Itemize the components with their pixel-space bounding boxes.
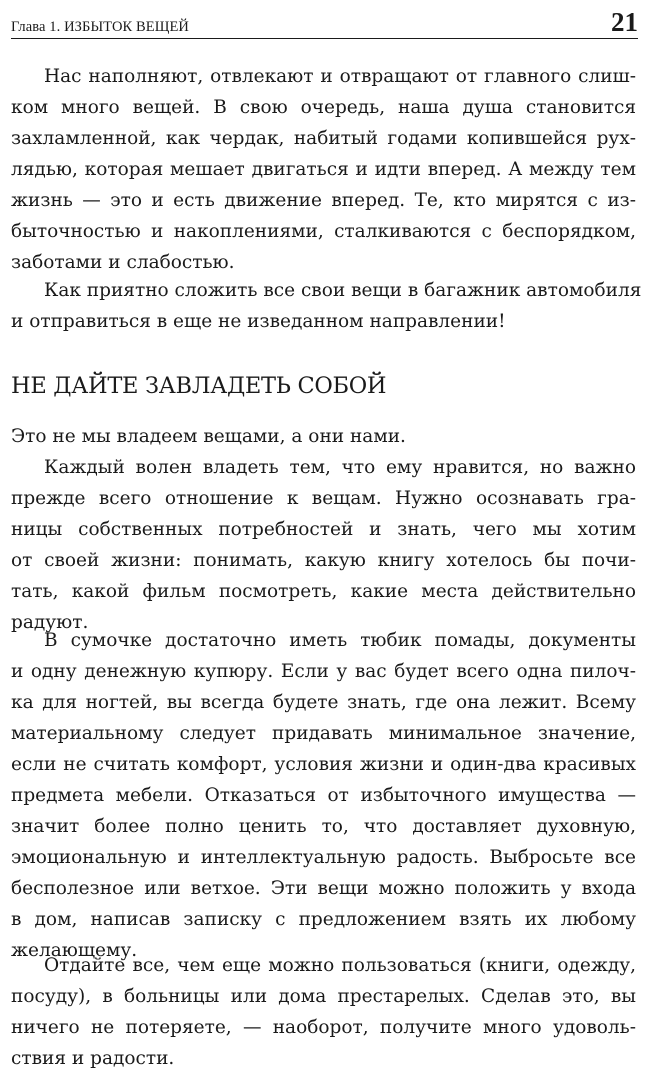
- text-line: Отдайте все, чем еще можно пользоваться (книги, одежду,: [44, 955, 636, 976]
- text-line: ка для ногтей, вы всегда будете знать, где она лежит. Всему: [11, 692, 636, 713]
- text-line: значит более полно ценить то, что доставляет духовную,: [11, 816, 636, 837]
- text-line: посуду), в больницы или дома престарелых. Сделав это, вы: [11, 986, 636, 1007]
- text-line: в дом, написав записку с предложением взять их любому: [11, 909, 636, 930]
- text-line: лядью, которая мешает двигаться и идти вперед. А между тем: [11, 159, 636, 180]
- page-header: [11, 6, 638, 39]
- section-paragraph-2: [11, 452, 636, 638]
- text-line: быточностью и накоплениями, сталкиваются с беспорядком,: [11, 221, 636, 242]
- intro-paragraph-1: [11, 61, 636, 278]
- text-line: ствия и радости.: [11, 1048, 175, 1069]
- text-line: Как приятно сложить все свои вещи в багажник автомобиля: [44, 280, 642, 301]
- text-line: предмета мебели. Отказаться от избыточного имущества —: [11, 785, 636, 806]
- text-line: тать, какой фильм посмотреть, какие места действительно: [11, 581, 636, 602]
- text-line: захламленной, как чердак, набитый годами копившейся рух-: [11, 128, 636, 149]
- text-line: желающему.: [11, 940, 138, 961]
- text-line: заботами и слабостью.: [11, 252, 235, 273]
- section-paragraph-1: [11, 421, 636, 452]
- section-paragraph-4: [11, 950, 636, 1074]
- text-line: бесполезное или ветхое. Эти вещи можно положить у входа: [11, 878, 636, 899]
- text-line: эмоциональную и интеллектуальную радость. Выбросьте все: [11, 847, 636, 868]
- running-head: Глава 1. ИЗБЫТОК ВЕЩЕЙ: [11, 19, 190, 35]
- text-line: Каждый волен владеть тем, что ему нравится, но важно: [44, 457, 636, 478]
- text-line: Это не мы владеем вещами, а они нами.: [11, 426, 406, 447]
- text-line: и отправиться в еще не изведанном направлении!: [11, 311, 506, 332]
- text-line: В сумочке достаточно иметь тюбик помады, документы: [44, 630, 636, 651]
- text-line: жизнь — это и есть движение вперед. Те, кто мирятся с из-: [11, 190, 636, 211]
- page-number: 21: [611, 7, 638, 37]
- text-line: если не считать комфорт, условия жизни и один-два красивых: [11, 754, 636, 775]
- section-heading: НЕ ДАЙТЕ ЗАВЛАДЕТЬ СОБОЙ: [11, 373, 387, 399]
- text-line: ничего не потеряете, — наоборот, получите много удоволь-: [11, 1017, 636, 1038]
- section-paragraph-3: [11, 625, 636, 966]
- text-line: от своей жизни: понимать, какую книгу хотелось бы почи-: [11, 550, 636, 571]
- text-line: прежде всего отношение к вещам. Нужно осознавать гра-: [11, 488, 636, 509]
- text-line: Нас наполняют, отвлекают и отвращают от главного слиш-: [44, 66, 636, 87]
- text-line: радуют.: [11, 612, 89, 633]
- text-line: ком много вещей. В свою очередь, наша душа становится: [11, 97, 636, 118]
- text-line: ницы собственных потребностей и знать, чего мы хотим: [11, 519, 636, 540]
- text-line: и одну денежную купюру. Если у вас будет всего одна пилоч-: [11, 661, 636, 682]
- intro-paragraph-2: [11, 275, 642, 337]
- text-line: материальному следует придавать минимальное значение,: [11, 723, 636, 744]
